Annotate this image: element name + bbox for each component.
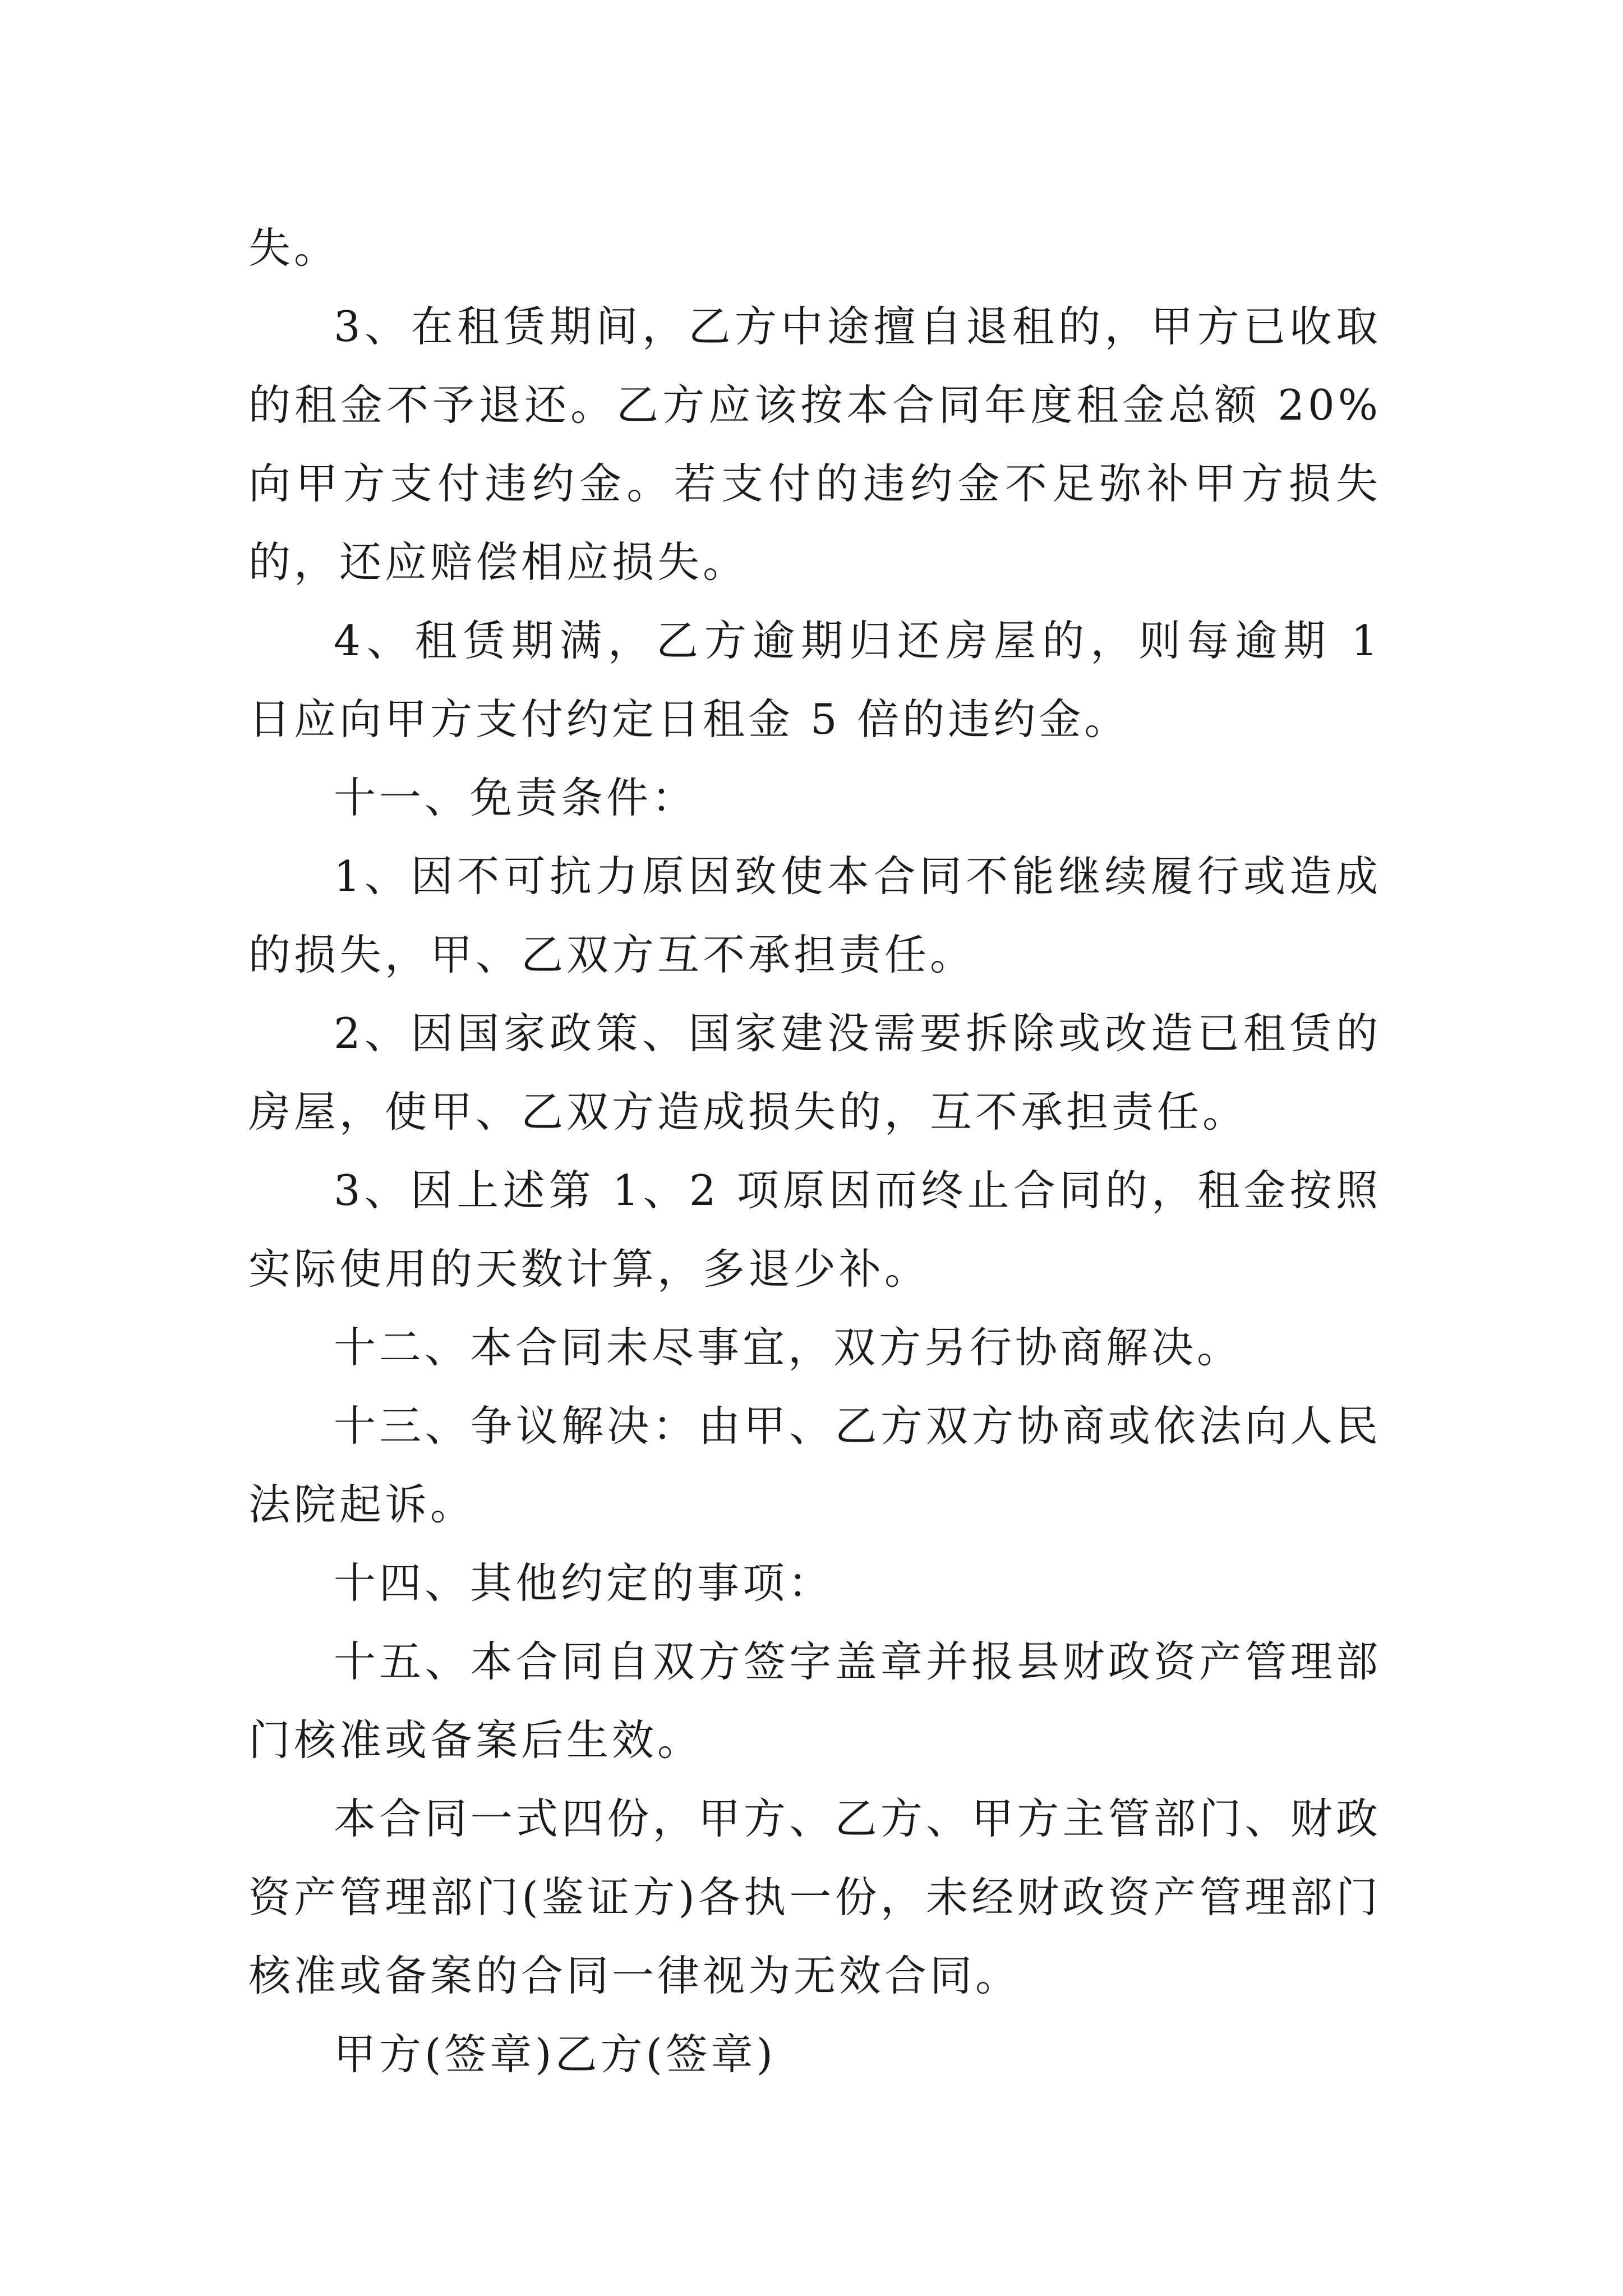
paragraph-clause-4-overdue-return: 4、租赁期满，乙方逾期归还房屋的，则每逾期 1 日应向甲方支付约定日租金 5 倍的违约金。	[248, 616, 1381, 744]
paragraph-clause-3-early-termination: 3、在租赁期间，乙方中途擅自退租的，甲方已收取的租金不予退还。乙方应该按本合同年度租金总额 20%向甲方支付违约金。若支付的违约金不足弥补甲方损失的，还应赔偿相应损失。	[248, 302, 1381, 587]
section-15-effectiveness: 十五、本合同自双方签字盖章并报县财政资产管理部门核准或备案后生效。	[248, 1637, 1381, 1765]
paragraph-exemption-2-policy: 2、因国家政策、国家建没需要拆除或改造已租赁的房屋，使甲、乙双方造成损失的，互不承担责任。	[248, 1009, 1381, 1137]
section-13-dispute-resolution: 十三、争议解决：由甲、乙方双方协商或依法向人民法院起诉。	[248, 1401, 1381, 1529]
section-heading-11-exemption: 十一、免责条件：	[334, 773, 698, 822]
paragraph-continuation: 失。	[248, 223, 340, 273]
paragraph-exemption-3-rent-settlement: 3、因上述第 1、2 项原因而终止合同的，租金按照实际使用的天数计算，多退少补。	[248, 1166, 1381, 1294]
paragraph-copies: 本合同一式四份，甲方、乙方、甲方主管部门、财政资产管理部门(鉴证方)各执一份，未经财政资产管理部门核准或备案的合同一律视为无效合同。	[248, 1794, 1381, 2000]
paragraph-exemption-1-force-majeure: 1、因不可抗力原因致使本合同不能继续履行或造成的损失，甲、乙双方互不承担责任。	[248, 852, 1381, 979]
contract-body	[248, 209, 1381, 2093]
section-14-other-matters: 十四、其他约定的事项：	[334, 1558, 834, 1608]
section-12-unresolved-matters: 十二、本合同未尽事宜，双方另行协商解决。	[334, 1323, 1243, 1372]
signature-line: 甲方(签章)乙方(签章)	[334, 2030, 777, 2079]
